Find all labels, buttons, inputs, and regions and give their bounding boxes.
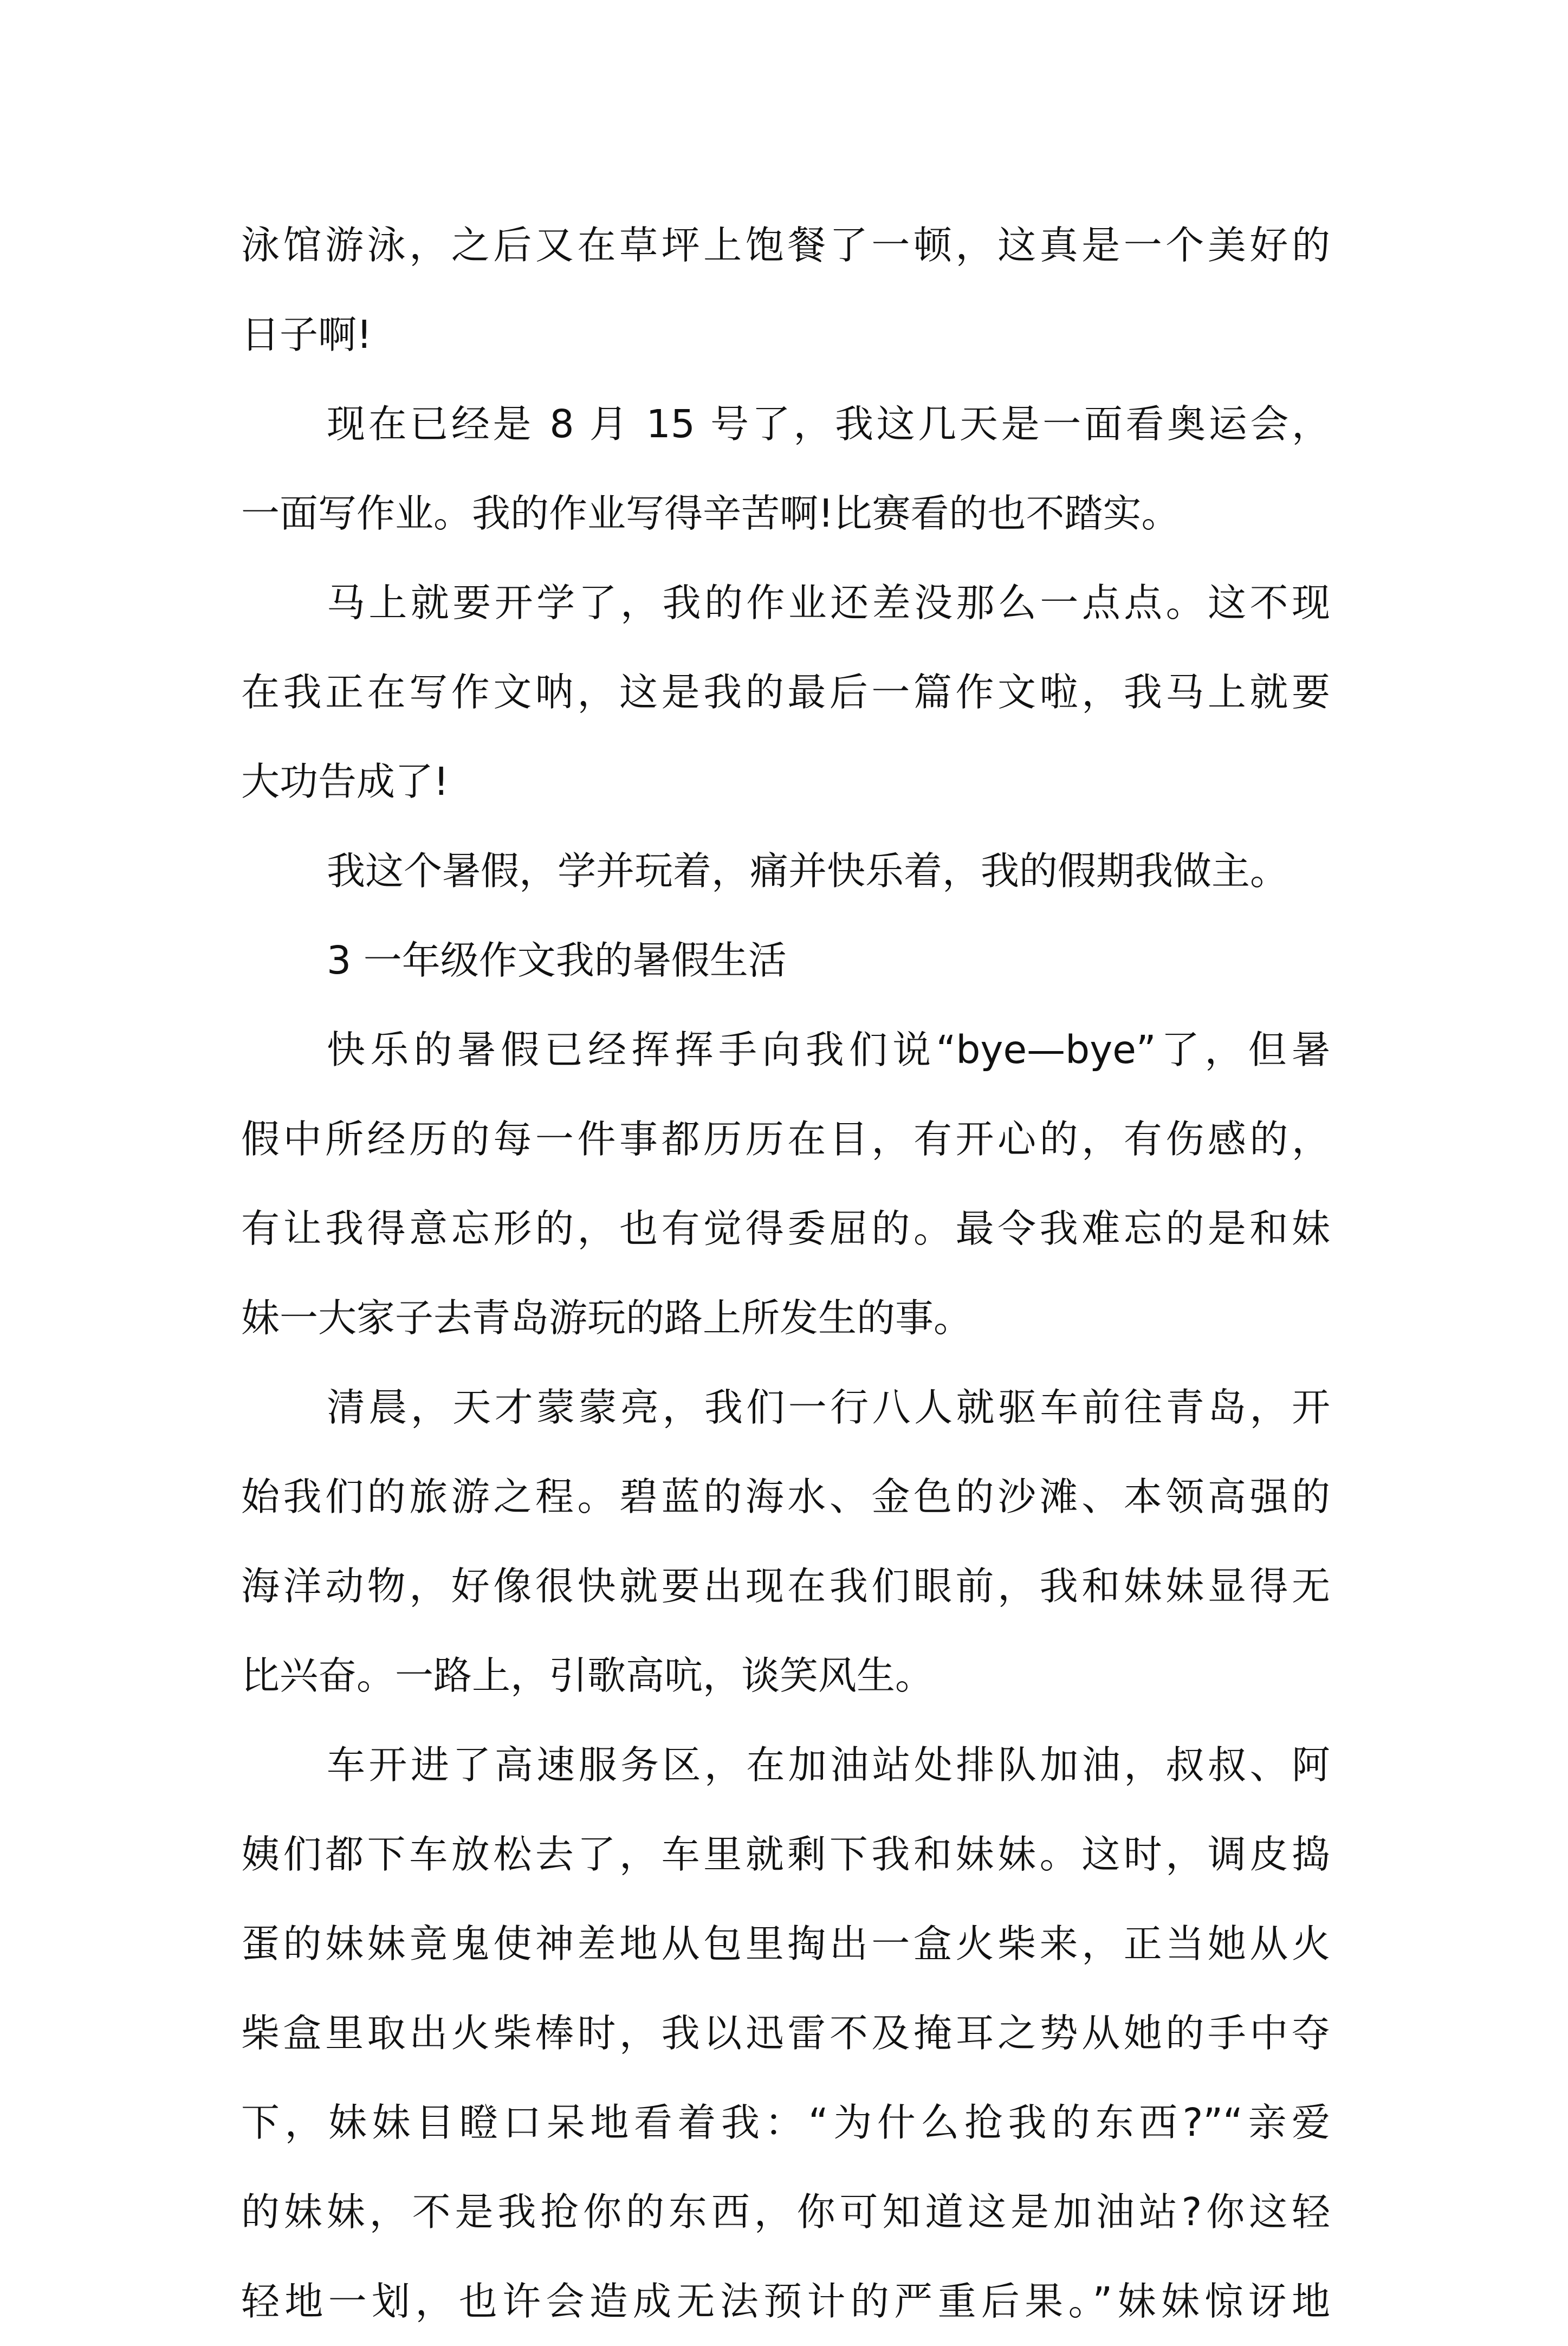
text-line: 妹一大家子去青岛游玩的路上所发生的事。	[241, 1295, 973, 1340]
text-line: 的妹妹，不是我抢你的东西，你可知道这是加油站?你这轻	[241, 2189, 1330, 2234]
text-line: 马上就要开学了，我的作业还差没那么一点点。这不现	[327, 580, 1330, 625]
text-line: 海洋动物，好像很快就要出现在我们眼前，我和妹妹显得无	[241, 1564, 1330, 1609]
text-line: 我这个暑假，学并玩着，痛并快乐着，我的假期我做主。	[327, 848, 1289, 893]
text-line: 现在已经是 8 月 15 号了，我这几天是一面看奥运会，	[327, 401, 1330, 446]
text-line: 柴盒里取出火柴棒时，我以迅雷不及掩耳之势从她的手中夺	[241, 2011, 1330, 2056]
document-body	[241, 200, 1330, 2346]
text-line: 蛋的妹妹竟鬼使神差地从包里掏出一盒火柴来，正当她从火	[241, 1921, 1330, 1966]
text-line: 有让我得意忘形的，也有觉得委屈的。最令我难忘的是和妹	[241, 1206, 1330, 1251]
text-line: 车开进了高速服务区，在加油站处排队加油，叔叔、阿	[327, 1742, 1330, 1787]
text-line: 在我正在写作文呐，这是我的最后一篇作文啦，我马上就要	[241, 670, 1330, 715]
text-line: 假中所经历的每一件事都历历在目，有开心的，有伤感的，	[241, 1117, 1330, 1162]
text-line: 清晨，天才蒙蒙亮，我们一行八人就驱车前往青岛，开	[327, 1385, 1330, 1430]
text-line: 始我们的旅游之程。碧蓝的海水、金色的沙滩、本领高强的	[241, 1474, 1330, 1519]
text-line: 日子啊!	[241, 312, 372, 357]
text-line: 下，妹妹目瞪口呆地看着我：“为什么抢我的东西?”“亲爱	[241, 2100, 1330, 2145]
text-line: 姨们都下车放松去了，车里就剩下我和妹妹。这时，调皮捣	[241, 1832, 1330, 1877]
text-line: 泳馆游泳，之后又在草坪上饱餐了一顿，这真是一个美好的	[241, 223, 1330, 268]
text-line: 快乐的暑假已经挥挥手向我们说“bye—bye”了，但暑	[327, 1027, 1330, 1072]
text-line: 轻地一划，也许会造成无法预计的严重后果。”妹妹惊讶地	[241, 2279, 1330, 2324]
text-line: 3 一年级作文我的暑假生活	[327, 938, 787, 983]
text-line: 比兴奋。一路上，引歌高吭，谈笑风生。	[241, 1653, 934, 1698]
text-line: 一面写作业。我的作业写得辛苦啊!比赛看的也不踏实。	[241, 491, 1180, 536]
text-line: 大功告成了!	[241, 759, 449, 804]
